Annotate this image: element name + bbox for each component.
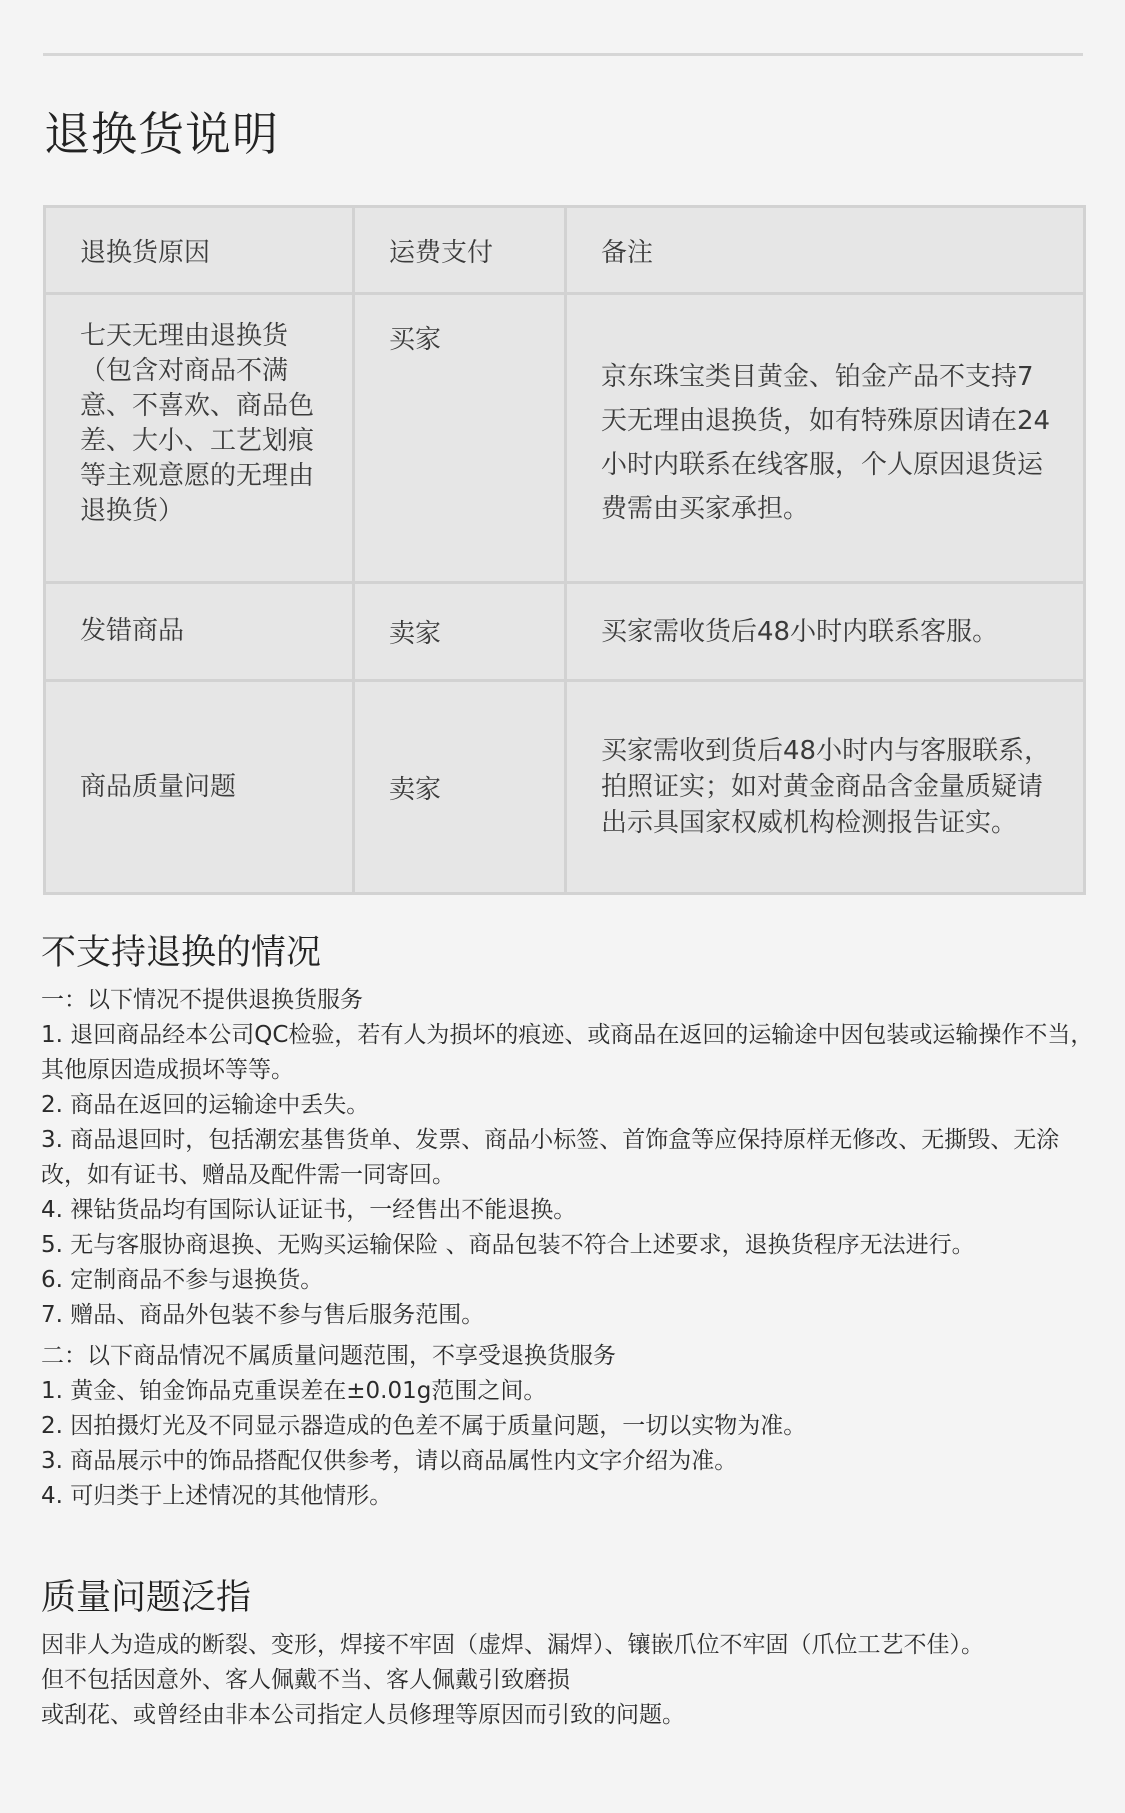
- no-return-heading: 不支持退换的情况: [41, 933, 322, 973]
- note-cell: 买家需收货后48小时内联系客服。: [566, 583, 1085, 681]
- group1-title: 一：以下情况不提供退换货服务: [41, 987, 363, 1013]
- group2-title: 二：以下商品情况不属质量问题范围，不享受退换货服务: [41, 1343, 616, 1369]
- header-reason: 退换货原因: [45, 207, 354, 294]
- no-return-section: [41, 925, 1101, 1514]
- page-title: 退换货说明: [44, 107, 279, 161]
- list-item: 1. 黄金、铂金饰品克重误差在±0.01g范围之间。: [41, 1378, 547, 1404]
- list-item: 4. 裸钻货品均有国际认证证书，一经售出不能退换。: [41, 1197, 577, 1223]
- quality-line: 但不包括因意外、客人佩戴不当、客人佩戴引致磨损: [41, 1667, 570, 1693]
- no-return-content: [41, 983, 1101, 1514]
- quality-line: 或刮花、或曾经由非本公司指定人员修理等原因而引致的问题。: [41, 1702, 685, 1728]
- quality-line: 因非人为造成的断裂、变形，焊接不牢固（虚焊、漏焊）、镶嵌爪位不牢固（爪位工艺不佳）。: [41, 1632, 984, 1658]
- list-item: 3. 商品展示中的饰品搭配仅供参考，请以商品属性内文字介绍为准。: [41, 1448, 738, 1474]
- table-row: [45, 583, 1085, 681]
- reason-cell: 商品质量问题: [45, 681, 354, 894]
- list-item: 6. 定制商品不参与退换货。: [41, 1267, 324, 1293]
- list-item: 3. 商品退回时，包括潮宏基售货单、发票、商品小标签、首饰盒等应保持原样无修改、无撕毁、无涂改，如有证书、赠品及配件需一同寄回。: [41, 1127, 1060, 1188]
- list-item: 2. 商品在返回的运输途中丢失。: [41, 1092, 370, 1118]
- note-cell: 京东珠宝类目黄金、铂金产品不支持7天无理由退换货，如有特殊原因请在24小时内联系在线客服，个人原因退货运费需由买家承担。: [566, 294, 1085, 583]
- return-policy-table: [43, 205, 1086, 895]
- table-header-row: [45, 207, 1085, 294]
- quality-heading: 质量问题泛指: [41, 1578, 252, 1618]
- reason-cell: 发错商品: [45, 583, 354, 681]
- table-row: [45, 681, 1085, 894]
- quality-section: [41, 1570, 1101, 1733]
- list-item: 2. 因拍摄灯光及不同显示器造成的色差不属于质量问题，一切以实物为准。: [41, 1413, 807, 1439]
- header-fee: 运费支付: [354, 207, 566, 294]
- reason-cell: 七天无理由退换货（包含对商品不满意、不喜欢、商品色差、大小、工艺划痕等主观意愿的无理由退换货）: [45, 294, 354, 583]
- fee-cell: 买家: [354, 294, 566, 583]
- list-item: 1. 退回商品经本公司QC检验，若有人为损坏的痕迹、或商品在返回的运输途中因包装或运输操作不当，其他原因造成损坏等等。: [41, 1022, 1094, 1083]
- fee-cell: 卖家: [354, 681, 566, 894]
- table-row: [45, 294, 1085, 583]
- top-divider: [43, 53, 1083, 56]
- list-item: 4. 可归类于上述情况的其他情形。: [41, 1483, 393, 1509]
- list-item: 5. 无与客服协商退换、无购买运输保险 、商品包装不符合上述要求，退换货程序无法进行。: [41, 1232, 975, 1258]
- header-note: 备注: [566, 207, 1085, 294]
- fee-cell: 卖家: [354, 583, 566, 681]
- list-item: 7. 赠品、商品外包装不参与售后服务范围。: [41, 1302, 485, 1328]
- note-cell: 买家需收到货后48小时内与客服联系，拍照证实；如对黄金商品含金量质疑请出示具国家权威机构检测报告证实。: [566, 681, 1085, 894]
- quality-content: [41, 1628, 1101, 1733]
